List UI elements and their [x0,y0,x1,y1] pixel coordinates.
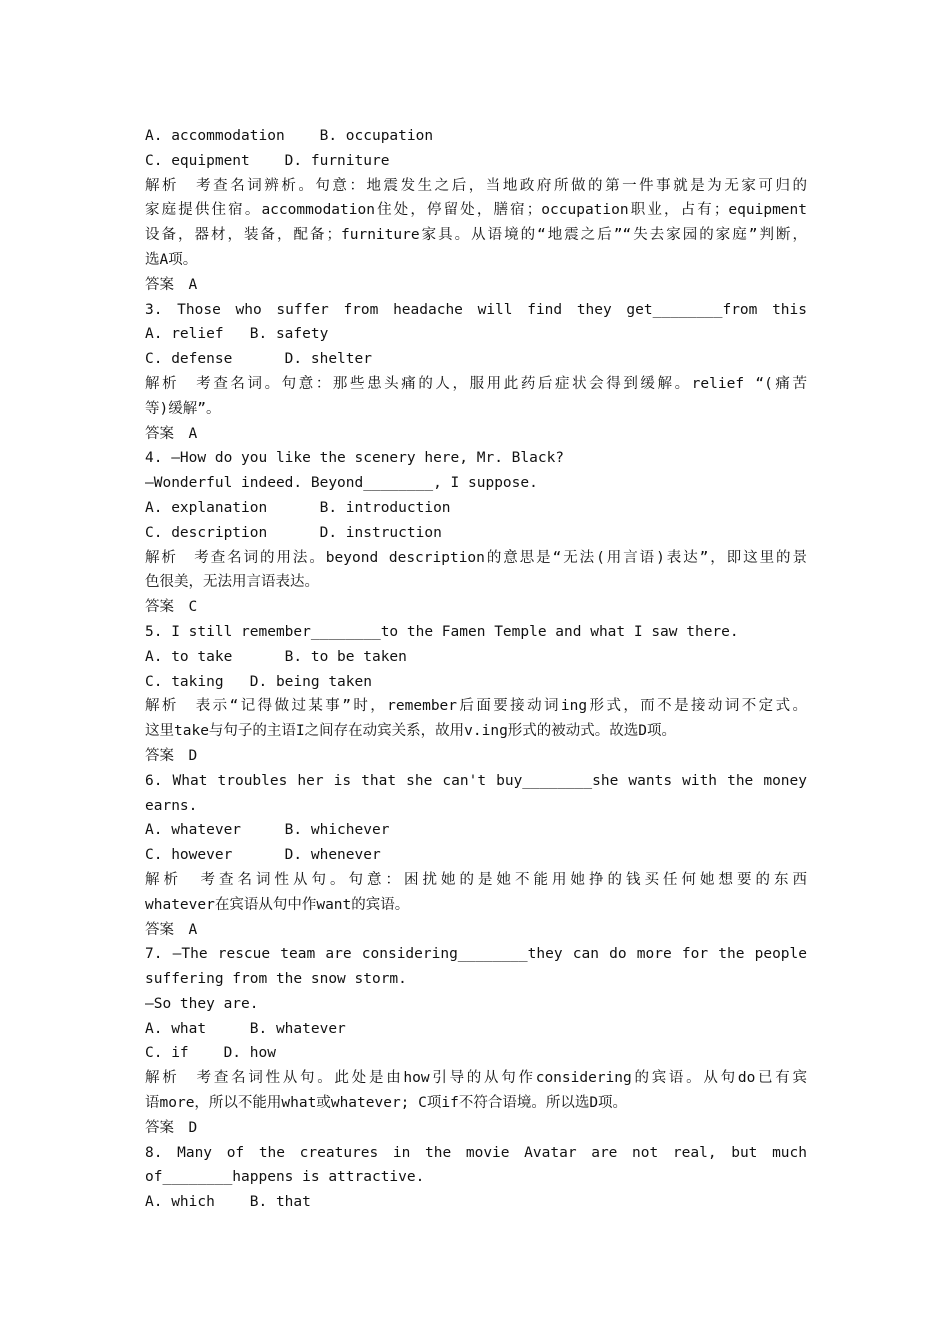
option-line: A. whatever B. whichever [145,822,390,839]
answer-line: 答案 D [145,747,198,764]
text-line: 等)缓解”。 [145,400,221,417]
option-line: A. to take B. to be taken [145,648,407,665]
text-line: 选A项。 [145,251,198,268]
answer-line: 答案 A [145,425,198,442]
text-line: 解析 考查名词的用法。beyond description的意思是“无法(用言语)表达”，即这里的景 [145,549,807,566]
question-stem: 3. Those who suffer from headache will find they get________from this [145,301,807,318]
text-line: 解析 考查名词。句意：那些患头痛的人，服用此药后症状会得到缓解。relief “(痛苦 [145,375,807,392]
text-line: C. equipment D. furniture [145,152,390,169]
text-line: 解析 考查名词性从句。此处是由how引导的从句作considering的宾语。从句do已有宾 [145,1070,807,1087]
question-text-block [145,124,807,1215]
text-line: 解析 表示“记得做过某事”时，remember后面要接动词ing形式，而不是接动词不定式。 [145,698,807,715]
question-stem: 4. —How do you like the scenery here, Mr. Black? [145,450,565,467]
question-stem: 6. What troubles her is that she can't buy________she wants with the money [145,772,807,789]
answer-line: 答案 C [145,599,198,616]
text-line: 解析 考查名词性从句。句意：困扰她的是她不能用她挣的钱买任何她想要的东西 [145,871,807,888]
question-stem: suffering from the snow storm. [145,971,407,988]
question-stem: of________happens is attractive. [145,1169,425,1186]
text-line: 这里take与句子的主语I之间存在动宾关系，故用v.ing形式的被动式。故选D项。 [145,723,677,740]
option-line: C. description D. instruction [145,524,442,541]
question-stem: —Wonderful indeed. Beyond________, I suppose. [145,475,538,492]
question-stem: earns. [145,797,198,814]
option-line: A. relief B. safety [145,326,329,343]
text-line: whatever在宾语从句中作want的宾语。 [145,896,410,913]
question-stem: —So they are. [145,995,259,1012]
text-line: A. accommodation B. occupation [145,128,434,144]
answer-line: 答案 D [145,1119,198,1136]
option-line: C. taking D. being taken [145,673,372,690]
question-stem: 8. Many of the creatures in the movie Avatar are not real, but much [145,1144,807,1161]
text-line: 语more，所以不能用what或whatever; C项if不符合语境。所以选D项。 [145,1095,628,1112]
text-line: 色很美，无法用言语表达。 [145,574,319,591]
text-line: 设备，器材，装备，配备；furniture家具。从语境的“地震之后”“失去家园的家庭”判断， [145,227,807,244]
option-line: A. which B. that [145,1194,311,1211]
option-line: C. if D. how [145,1045,276,1062]
text-line: 家庭提供住宿。accommodation住处，停留处，膳宿；occupation职业，占有；equipment [145,202,807,219]
text-line: 解析 考查名词辨析。句意：地震发生之后，当地政府所做的第一件事就是为无家可归的 [145,177,807,194]
answer-line: 答案 A [145,921,198,938]
option-line: A. explanation B. introduction [145,499,451,516]
question-stem: 7. —The rescue team are considering________they can do more for the people [145,946,807,963]
answer-line: 答案 A [145,276,198,293]
question-stem: 5. I still remember________to the Famen Temple and what I saw there. [145,623,739,640]
option-line: A. what B. whatever [145,1020,346,1037]
option-line: C. defense D. shelter [145,351,372,368]
option-line: C. however D. whenever [145,847,381,864]
